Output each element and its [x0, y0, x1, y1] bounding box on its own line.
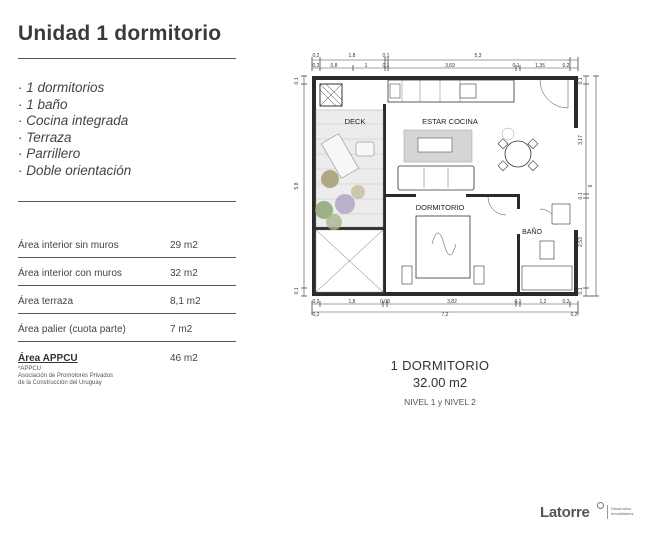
dim-label: 0,8 — [330, 63, 338, 69]
logo-tagline-line: Inmobiliarios — [611, 511, 634, 516]
entry-door-swing — [540, 80, 568, 108]
unit-level: NIVEL 1 y NIVEL 2 — [404, 397, 476, 407]
dim-label: 1,35 — [535, 63, 545, 69]
unit-title: 1 DORMITORIO — [390, 358, 490, 373]
bed — [416, 216, 470, 278]
area-value: 7 m2 — [170, 324, 193, 335]
dim-label: 0,2 — [562, 63, 570, 69]
room-label-deck: DECK — [344, 117, 366, 126]
logo-tagline-line: Desarrollos — [611, 506, 632, 511]
sofa — [398, 166, 474, 190]
toilet — [540, 241, 554, 259]
coffee-table — [418, 138, 452, 152]
appcu-block — [18, 353, 236, 387]
unit-area: 32.00 m2 — [412, 375, 468, 390]
dining-table — [505, 141, 531, 167]
feature-item: · 1 baño — [18, 96, 68, 112]
floor-plan — [290, 44, 610, 324]
logo-divider — [607, 505, 608, 519]
plant-pot — [502, 128, 514, 140]
area-label: Área palier (cuota parte) — [18, 324, 126, 335]
dim-label: 0,2 — [562, 299, 570, 305]
area-label: Área interior con muros — [18, 268, 122, 279]
dim-label: 1,2 — [539, 299, 547, 305]
dim-label: 1,8 — [348, 299, 356, 305]
appcu-value: 46 m2 — [170, 353, 198, 364]
shower — [522, 266, 572, 290]
dim-label: 0,1 — [294, 77, 300, 85]
area-row — [18, 258, 236, 286]
dim-label: 0,2 — [312, 312, 320, 318]
appcu-note-line: Asociación de Promotores Privados — [18, 373, 114, 379]
dim-label: 3,82 — [447, 299, 457, 305]
kitchen-counter — [388, 80, 514, 102]
dim-label: 1 — [364, 63, 368, 69]
dim-label: 0,2 — [312, 63, 320, 69]
area-row — [18, 314, 236, 342]
logo-circle-icon — [597, 502, 604, 509]
feature-item: · 1 dormitorios — [18, 80, 105, 95]
area-table — [18, 230, 236, 342]
area-value: 32 m2 — [170, 268, 198, 279]
dim-label: 5,8 — [294, 182, 300, 190]
logo-wordmark: Latorre — [540, 504, 590, 521]
area-label: Área terraza — [18, 296, 74, 307]
dim-label: 0,08 — [380, 299, 390, 305]
bedroom-door-swing — [488, 197, 506, 215]
divider — [18, 201, 236, 202]
feature-item: · Terraza — [18, 129, 72, 145]
dim-label: 0,1 — [382, 53, 390, 59]
feature-list — [18, 80, 131, 180]
feature-item: · Doble orientación — [18, 162, 132, 178]
dim-label: 0,1 — [578, 77, 584, 85]
dim-label: 0,1 — [578, 287, 584, 295]
dim-label: 1,8 — [348, 53, 356, 59]
dim-label: 0,1 — [514, 299, 522, 305]
dim-label: 6 — [588, 184, 594, 188]
dim-label: 3,17 — [578, 135, 584, 145]
area-row — [18, 286, 236, 314]
room-label-dormitorio: DORMITORIO — [415, 203, 465, 212]
nightstand — [402, 266, 412, 284]
dim-label: 0,1 — [382, 63, 390, 69]
appcu-label: Área APPCU — [18, 353, 78, 364]
dim-label: 0,1 — [512, 63, 520, 69]
vanity — [552, 204, 570, 224]
nightstand — [474, 266, 484, 284]
sink — [460, 84, 476, 98]
dim-label: 0,2 — [312, 53, 320, 59]
logo-tagline — [611, 506, 633, 516]
room-label-bano: BAÑO — [522, 229, 542, 236]
appcu-note-line: *APPCU — [18, 366, 42, 372]
feature-item: · Cocina integrada — [18, 113, 129, 129]
dim-label: 0,1 — [294, 287, 300, 295]
page-title: Unidad 1 dormitorio — [18, 22, 222, 45]
appcu-note — [18, 366, 236, 387]
area-label: Área interior sin muros — [18, 240, 119, 251]
appcu-note-line: de la Construcción del Uruguay — [18, 380, 102, 386]
dim-label: 0,2 — [570, 312, 578, 318]
dim-label: 5,3 — [474, 53, 482, 59]
dim-label: 2,53 — [578, 237, 584, 247]
area-row — [18, 230, 236, 258]
dim-label: 3,69 — [445, 63, 455, 69]
feature-item: · Parrillero — [18, 146, 81, 162]
area-value: 8,1 m2 — [170, 296, 201, 307]
room-label-estar: ESTAR COCINA — [422, 117, 478, 126]
dim-label: 7,2 — [441, 312, 449, 318]
dim-label: 0,2 — [312, 299, 320, 305]
fridge — [390, 84, 400, 98]
dim-label: 0,1 — [578, 192, 584, 200]
area-value: 29 m2 — [170, 240, 198, 251]
divider — [18, 58, 236, 59]
